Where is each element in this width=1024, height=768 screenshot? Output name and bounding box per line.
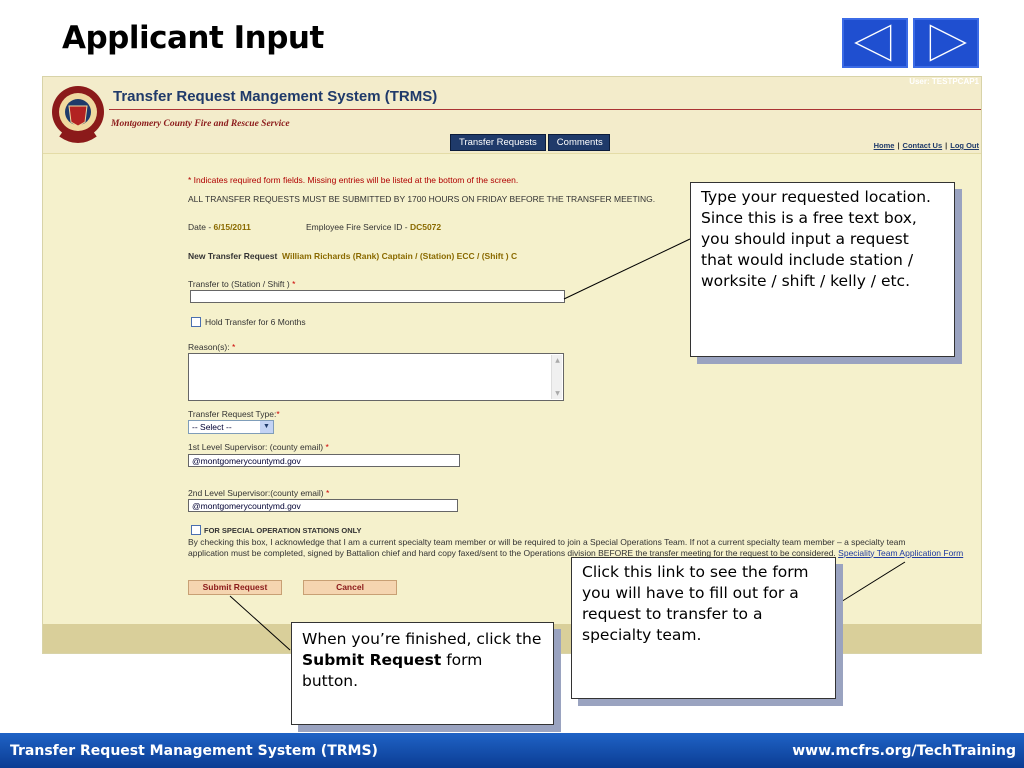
employee-id-value: DC5072 — [409, 222, 442, 232]
new-request-field: New Transfer Request William Richards (Rank) Captain / (Station) ECC / (Shift ) C — [188, 251, 518, 261]
app-tabs — [450, 134, 612, 151]
sup1-email-input[interactable]: @montgomerycountymd.gov — [188, 454, 460, 467]
hold-transfer-label: Hold Transfer for 6 Months — [205, 317, 306, 327]
date-field: Date - 6/15/2011 — [188, 222, 251, 232]
app-title: Transfer Request Mangement System (TRMS) — [113, 88, 438, 105]
org-name: Montgomery County Fire and Rescue Service — [111, 119, 290, 129]
callout-transfer-to: Type your requested location. Since this is a free text box, you should input a request that would include station / worksite / shift / kelly / etc. — [690, 182, 955, 357]
mcfrs-logo — [49, 82, 107, 150]
footer-title: Transfer Request Management System (TRMS) — [10, 743, 378, 759]
log-out-link[interactable]: Log Out — [950, 141, 979, 150]
reasons-label: Reason(s): * — [188, 342, 236, 352]
home-link[interactable]: Home — [873, 141, 895, 150]
sup1-label: 1st Level Supervisor: (county email) * — [188, 442, 329, 452]
transfer-to-label: Transfer to (Station / Shift ) * — [188, 279, 296, 289]
contact-us-link[interactable]: Contact Us — [902, 141, 943, 150]
required-note: * Indicates required form fields. Missing entries will be listed at the bottom of the screen. — [188, 175, 519, 185]
slide-title: Applicant Input — [62, 20, 324, 56]
callout-specialty-link: Click this link to see the form you will have to fill out for a request to transfer to a specialty team. — [571, 557, 836, 699]
hold-transfer-checkbox[interactable] — [191, 317, 201, 327]
employee-id-field: Employee Fire Service ID - DC5072 — [306, 222, 442, 232]
tab-comments[interactable]: Comments — [548, 134, 610, 151]
slide-footer — [0, 733, 1024, 768]
footer-url: www.mcfrs.org/TechTraining — [792, 743, 1016, 759]
cancel-button[interactable]: Cancel — [303, 580, 397, 595]
special-ops-checkbox[interactable] — [191, 525, 201, 535]
special-ops-label: FOR SPECIAL OPERATION STATIONS ONLY — [204, 526, 362, 535]
reasons-textarea[interactable] — [188, 353, 564, 401]
prev-arrow-icon — [844, 20, 906, 66]
previous-slide-button[interactable] — [842, 18, 908, 68]
top-links: Home | Contact Us | Log Out — [873, 141, 979, 150]
transfer-to-input[interactable] — [190, 290, 565, 303]
next-slide-button[interactable] — [913, 18, 979, 68]
request-type-select[interactable]: -- Select -- ▼ — [188, 420, 274, 434]
app-header — [43, 77, 982, 153]
special-ops-text: By checking this box, I acknowledge that I am a current specialty team member or will be required to join a Special Operations Team. If not a current specialty team member – a specialty team application must be completed, signed by Battalion chief and hard copy faxed/sent to the Operations division BEFORE the transfer meeting for the request to be considered. Speciality Team Application Form — [188, 537, 964, 558]
header-divider — [109, 109, 982, 110]
trms-app-window — [42, 76, 982, 654]
submit-request-button[interactable]: Submit Request — [188, 580, 282, 595]
dropdown-arrow-icon[interactable]: ▼ — [260, 421, 273, 433]
deadline-note: ALL TRANSFER REQUESTS MUST BE SUBMITTED BY 1700 HOURS ON FRIDAY BEFORE THE TRANSFER MEETING. — [188, 194, 656, 204]
specialty-team-form-link[interactable]: Speciality Team Application Form — [838, 547, 964, 558]
request-type-label: Transfer Request Type:* — [188, 409, 280, 419]
new-request-value: William Richards (Rank) Captain / (Station) ECC / (Shift ) C — [282, 251, 518, 261]
callout-submit: When you’re finished, click the Submit Request form button. — [291, 622, 554, 725]
scroll-down-icon[interactable]: ▼ — [555, 390, 560, 397]
textarea-scrollbar[interactable] — [551, 355, 562, 399]
sup2-email-input[interactable]: @montgomerycountymd.gov — [188, 499, 458, 512]
date-value: 6/15/2011 — [213, 222, 251, 232]
scroll-up-icon[interactable]: ▲ — [555, 357, 560, 364]
sup2-label: 2nd Level Supervisor:(county email) * — [188, 488, 330, 498]
next-arrow-icon — [915, 20, 977, 66]
current-user: User: TESTPCAP1 — [909, 77, 979, 86]
tab-transfer-requests[interactable]: Transfer Requests — [450, 134, 546, 151]
